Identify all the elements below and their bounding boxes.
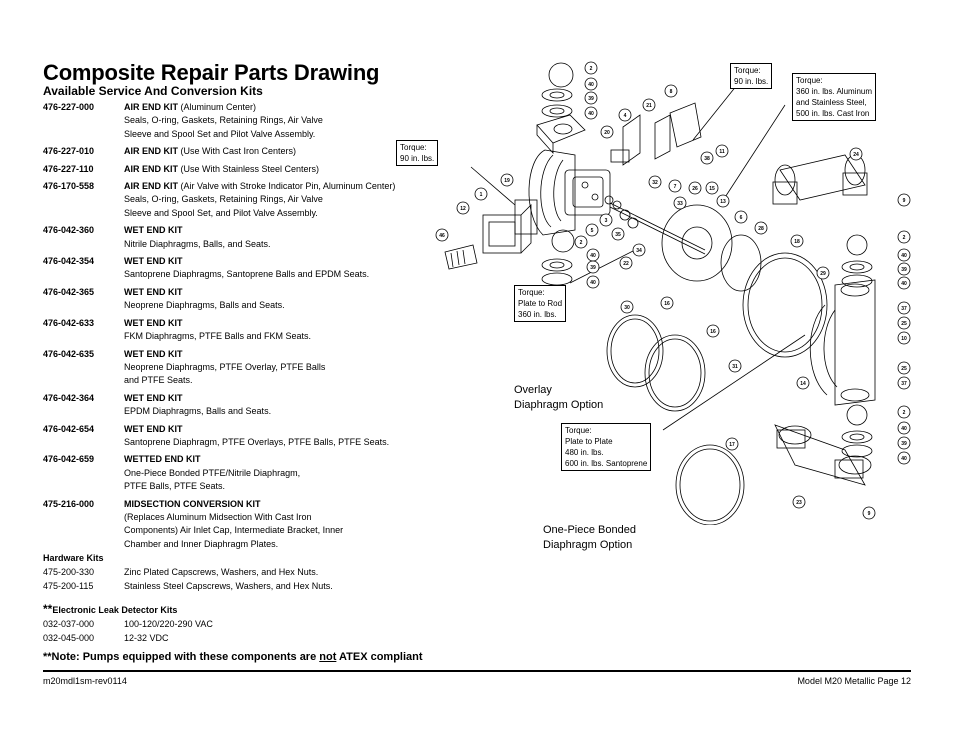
hardware-row <box>43 565 333 579</box>
seat-part <box>542 105 572 117</box>
hardware-part-number: 475-200-115 <box>43 581 94 591</box>
kit-detail-line: Sleeve and Spool Set and Pilot Valve Assembly. <box>124 128 316 139</box>
part-balloon-number: 2 <box>902 235 906 241</box>
part-balloon-number: 40 <box>901 426 907 432</box>
kit-detail-line: Santoprene Diaphragm, PTFE Overlays, PTFE Balls, PTFE Seats. <box>124 436 390 447</box>
kit-name: AIR END KIT <box>124 102 178 112</box>
leak-detector-heading <box>43 602 213 617</box>
kit-description <box>124 453 423 493</box>
kit-part-number: 476-227-010 <box>43 146 95 157</box>
kit-description <box>124 423 423 450</box>
kit-description <box>124 498 423 552</box>
kit-description <box>124 163 423 176</box>
ball-part <box>549 63 573 87</box>
kit-detail-line: FKM Diaphragms, PTFE Balls and FKM Seats. <box>124 331 312 342</box>
note-suffix: ATEX compliant <box>336 651 423 663</box>
part-balloon-number: 39 <box>901 441 907 447</box>
kit-description <box>124 101 423 141</box>
kit-detail: (Air Valve with Stroke Indicator Pin, Aluminum Center) <box>178 181 396 192</box>
kit-detail-line: Seals, O-ring, Gaskets, Retaining Rings, Air Valve <box>124 194 323 205</box>
footer-rule <box>43 670 911 672</box>
part-balloon-number: 29 <box>820 271 826 277</box>
kit-part-number: 475-216-000 <box>43 498 95 509</box>
callout-line: Torque: <box>734 66 761 75</box>
kit-name: WET END KIT <box>124 225 183 236</box>
kit-row <box>43 348 423 388</box>
callout-line: 360 in. lbs. <box>518 310 557 319</box>
kit-detail-line: Neoprene Diaphragms, PTFE Overlay, PTFE Balls <box>124 361 326 372</box>
note-underlined: not <box>319 651 337 663</box>
kit-name: WET END KIT <box>124 348 183 359</box>
manifold-part <box>537 115 585 143</box>
callout-line: 360 in. lbs. Aluminum <box>796 87 873 96</box>
part-balloon-number: 38 <box>704 156 710 162</box>
kit-description <box>124 145 423 158</box>
kit-part-number: 476-042-633 <box>43 317 95 328</box>
part-balloon-number: 3 <box>604 218 608 224</box>
leak-detector-description: 12-32 VDC <box>124 633 169 643</box>
kit-name: MIDSECTION CONVERSION KIT <box>124 498 261 509</box>
kit-row <box>43 145 423 158</box>
part-balloon-number: 40 <box>901 281 907 287</box>
overlay-option-label <box>514 383 603 413</box>
kit-row <box>43 224 423 251</box>
hardware-description: Zinc Plated Capscrews, Washers, and Hex Nuts. <box>124 567 319 577</box>
part-balloon-number: 40 <box>590 253 596 259</box>
kit-detail: (Use With Cast Iron Centers) <box>178 146 297 157</box>
kit-detail-line: One-Piece Bonded PTFE/Nitrile Diaphragm, <box>124 467 301 478</box>
kit-name: AIR END KIT <box>124 146 178 157</box>
bonded-label-line: Diaphragm Option <box>543 539 633 551</box>
part-balloon-number: 21 <box>646 103 652 109</box>
kit-name: WET END KIT <box>124 256 183 267</box>
kit-part-number: 476-042-354 <box>43 256 95 267</box>
kit-part-number: 476-042-654 <box>43 423 95 434</box>
part-balloon-number: 18 <box>794 239 800 245</box>
torque-callout <box>561 423 651 471</box>
part-balloon-number: 30 <box>624 305 630 311</box>
kit-part-number: 476-042-360 <box>43 225 95 236</box>
part-balloon-number: 37 <box>901 306 907 312</box>
hardware-kits <box>43 551 333 593</box>
kit-description <box>124 317 423 344</box>
part-balloon-number: 25 <box>901 366 907 372</box>
kit-detail-line: (Replaces Aluminum Midsection With Cast Iron <box>124 511 312 522</box>
hardware-part-number: 475-200-330 <box>43 567 95 577</box>
page-subtitle: Available Service And Conversion Kits <box>43 84 263 98</box>
callout-line: Plate to Plate <box>565 437 613 446</box>
chamber-part <box>835 280 875 405</box>
kit-detail-line: Nitrile Diaphragms, Balls, and Seats. <box>124 238 271 249</box>
kit-row <box>43 286 423 313</box>
part-balloon-number: 34 <box>636 248 642 254</box>
overlay-label-line: Diaphragm Option <box>514 399 604 411</box>
kit-part-number: 476-042-364 <box>43 392 95 403</box>
part-balloon-number: 46 <box>439 233 445 239</box>
bonded-option-label <box>543 523 636 553</box>
kit-row <box>43 498 423 552</box>
part-balloon-number: 19 <box>504 178 510 184</box>
kit-detail-line: Components) Air Inlet Cap, Intermediate Bracket, Inner <box>124 525 344 536</box>
kit-detail: (Aluminum Center) <box>178 102 257 112</box>
callout-line: Torque: <box>400 143 427 152</box>
kit-description <box>124 348 423 388</box>
callout-line: 90 in. lbs. <box>734 77 769 86</box>
kit-detail-line: Neoprene Diaphragms, Balls and Seats. <box>124 300 285 311</box>
part-balloon-number: 16 <box>664 301 670 307</box>
part-balloon-number: 2 <box>902 410 906 416</box>
exploded-parts-drawing <box>425 55 915 525</box>
part-balloon-number: 32 <box>652 180 658 186</box>
note-prefix: **Note: Pumps equipped with these components are <box>43 651 320 663</box>
part-balloon-number: 31 <box>732 364 738 370</box>
ball-part <box>847 235 867 255</box>
part-balloon-number: 14 <box>800 381 806 387</box>
part-balloon-number: 2 <box>579 240 583 246</box>
seat-part <box>542 89 572 101</box>
part-balloon-number: 7 <box>673 184 677 190</box>
kit-row <box>43 317 423 344</box>
kit-list <box>43 101 423 555</box>
part-balloon-number: 33 <box>677 201 683 207</box>
callout-line: 90 in. lbs. <box>400 154 435 163</box>
kit-row <box>43 255 423 282</box>
manifold-part <box>780 155 865 200</box>
asterisk-mark: ** <box>43 602 53 616</box>
leak-detector-part-number: 032-045-000 <box>43 633 95 643</box>
kit-name: WETTED END KIT <box>124 454 201 465</box>
part-balloon-number: 39 <box>590 265 596 271</box>
hardware-row <box>43 579 333 593</box>
seat-part <box>842 261 872 273</box>
callout-line: Plate to Rod <box>518 299 563 308</box>
leak-detector-row <box>43 631 213 645</box>
kit-part-number: 476-042-659 <box>43 454 95 465</box>
part-balloon-number: 22 <box>623 261 629 267</box>
kit-part-number: 476-042-635 <box>43 348 95 359</box>
kit-detail-line: and PTFE Seats. <box>124 375 193 386</box>
leak-detector-heading-text: Electronic Leak Detector Kits <box>52 605 178 615</box>
kit-description <box>124 286 423 313</box>
callout-line: Torque: <box>565 426 592 435</box>
kit-row <box>43 180 423 220</box>
footer-doc-code: m20mdl1sm-rev0114 <box>43 676 127 686</box>
torque-callout <box>514 285 566 322</box>
bonded-label-line: One-Piece Bonded <box>543 524 636 536</box>
part-balloon-number: 35 <box>615 232 621 238</box>
gasket-part <box>623 115 640 165</box>
seat-part <box>842 431 872 443</box>
gasket-part <box>670 103 701 147</box>
page-title: Composite Repair Parts Drawing <box>43 60 380 85</box>
kit-row <box>43 392 423 419</box>
part-balloon-number: 26 <box>692 186 698 192</box>
part-balloon-number: 39 <box>901 267 907 273</box>
hardware-heading: Hardware Kits <box>43 553 104 563</box>
part-balloon-number: 25 <box>901 321 907 327</box>
part-balloon-number: 20 <box>604 130 610 136</box>
callout-line: 480 in. lbs. <box>565 448 604 457</box>
hardware-description: Stainless Steel Capscrews, Washers, and Hex Nuts. <box>124 581 333 591</box>
kit-part-number: 476-227-000 <box>43 102 95 112</box>
kit-part-number: 476-170-558 <box>43 181 95 192</box>
leak-detector-row <box>43 617 213 631</box>
diaphragm-part <box>743 253 827 357</box>
part-balloon-number: 40 <box>901 253 907 259</box>
footer-page-label: Model M20 Metallic Page 12 <box>797 676 911 686</box>
part-balloon-number: 6 <box>739 215 743 221</box>
kit-description <box>124 392 423 419</box>
part-balloon-number: 9 <box>902 198 906 204</box>
part-balloon-number: 8 <box>669 89 673 95</box>
block-part <box>611 150 629 162</box>
kit-row <box>43 163 423 176</box>
kit-detail-line: Seals, O-ring, Gaskets, Retaining Rings, Air Valve <box>124 115 323 126</box>
kit-name: AIR END KIT <box>124 163 178 174</box>
torque-callout <box>396 140 438 166</box>
kit-part-number: 476-227-110 <box>43 163 94 174</box>
overlay-diaphragm <box>645 335 705 411</box>
kit-detail-line: PTFE Balls, PTFE Seats. <box>124 481 226 492</box>
muffler-part <box>445 245 477 269</box>
callout-line: 500 in. lbs. Cast Iron <box>796 109 870 118</box>
leak-detector-part-number: 032-037-000 <box>43 619 95 629</box>
part-balloon-number: 40 <box>588 111 594 117</box>
leak-detector-kits <box>43 602 213 645</box>
atex-note <box>43 651 423 663</box>
part-balloon-number: 17 <box>729 442 735 448</box>
kit-name: AIR END KIT <box>124 181 178 192</box>
part-balloon-number: 13 <box>720 199 726 205</box>
part-balloon-number: 5 <box>590 228 594 234</box>
seat-part <box>542 259 572 271</box>
kit-part-number: 476-042-365 <box>43 286 95 297</box>
part-balloon-number: 4 <box>623 113 627 119</box>
part-balloon-number: 9 <box>867 511 871 517</box>
chamber-part <box>529 150 575 235</box>
kit-name: WET END KIT <box>124 423 183 434</box>
kit-description <box>124 255 423 282</box>
part-balloon-number: 28 <box>758 226 764 232</box>
kit-row <box>43 453 423 493</box>
callout-line: Torque: <box>796 76 823 85</box>
manifold-part <box>775 425 865 485</box>
bonded-diaphragm <box>676 445 744 525</box>
part-balloon-number: 40 <box>590 280 596 286</box>
kit-detail-line: Sleeve and Spool Set, and Pilot Valve Assembly. <box>124 207 318 218</box>
part-balloon-number: 10 <box>901 336 907 342</box>
part-balloon-number: 23 <box>796 500 802 506</box>
part-balloon-number: 40 <box>588 82 594 88</box>
kit-name: WET END KIT <box>124 286 183 297</box>
part-balloon-number: 39 <box>588 96 594 102</box>
ball-part <box>552 230 574 252</box>
kit-detail-line: Santoprene Diaphragms, Santoprene Balls and EPDM Seats. <box>124 269 370 280</box>
overlay-label-line: Overlay <box>514 384 552 396</box>
overlay-diaphragm <box>607 315 663 387</box>
part-balloon-number: 16 <box>710 329 716 335</box>
kit-name: WET END KIT <box>124 317 183 328</box>
callout-line: Torque: <box>518 288 545 297</box>
part-balloon-number: 40 <box>901 456 907 462</box>
part-balloon-number: 15 <box>709 186 715 192</box>
part-balloon-number: 24 <box>853 152 859 158</box>
torque-callout <box>730 63 772 89</box>
kit-row <box>43 423 423 450</box>
part-balloon-number: 2 <box>589 66 593 72</box>
callout-line: 600 in. lbs. Santoprene <box>565 459 648 468</box>
part-balloon-number: 1 <box>479 192 483 198</box>
kit-detail-line: Chamber and Inner Diaphragm Plates. <box>124 538 279 549</box>
ball-part <box>847 405 867 425</box>
kit-description <box>124 180 423 220</box>
kit-detail-line: EPDM Diaphragms, Balls and Seats. <box>124 406 272 417</box>
part-balloon-number: 12 <box>460 206 466 212</box>
kit-detail: (Use With Stainless Steel Centers) <box>178 163 320 174</box>
part-balloon-number: 37 <box>901 381 907 387</box>
kit-name: WET END KIT <box>124 392 183 403</box>
callout-line: and Stainless Steel, <box>796 98 867 107</box>
torque-callout <box>792 73 876 121</box>
kit-row <box>43 101 423 141</box>
leak-detector-description: 100-120/220-290 VAC <box>124 619 213 629</box>
part-balloon-number: 11 <box>719 149 725 155</box>
kit-description <box>124 224 423 251</box>
